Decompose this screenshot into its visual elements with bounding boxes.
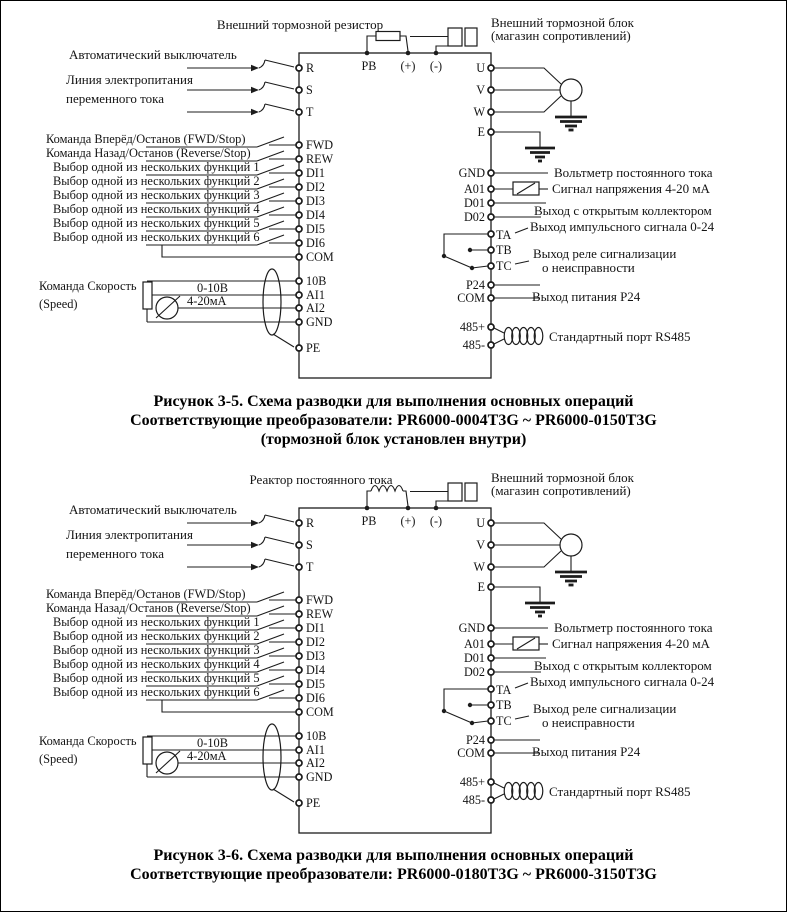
di-label: Выбор одной из нескольких функций 1 <box>53 160 260 174</box>
figure-3-5-caption <box>1 392 786 449</box>
current-range-label: 4-20мА <box>187 749 227 763</box>
voltage-signal-label: Сигнал напряжения 4-20 мА <box>552 636 710 651</box>
terminal-di3-label: DI3 <box>306 194 325 208</box>
terminal-di4-label: DI4 <box>306 208 325 222</box>
component-title: Внешний тормозной резистор <box>216 17 384 32</box>
pulse-output-label: Выход импульсного сигнала 0-24 <box>530 674 715 689</box>
di-label: Выбор одной из нескольких функций 3 <box>53 188 260 202</box>
terminal-tc-label: TC <box>496 259 512 273</box>
terminal-di3-label: DI3 <box>306 649 325 663</box>
terminal-minus-label: (-) <box>429 514 443 528</box>
terminal-tb-label: TB <box>496 698 512 712</box>
open-collector-label: Выход с открытым коллектором <box>534 203 712 218</box>
terminal-d02-label: D02 <box>464 665 485 679</box>
speed-label: Команда Скорость <box>39 279 137 293</box>
terminal-gnd-out-label: GND <box>458 166 485 180</box>
motor-symbol <box>560 534 582 556</box>
braking-unit-block <box>448 28 462 46</box>
rs485-label: Стандартный порт RS485 <box>549 784 691 799</box>
pulse-output-label: Выход импульсного сигнала 0-24 <box>530 219 715 234</box>
di-label: Выбор одной из нескольких функций 2 <box>53 629 260 643</box>
ac-line-label: переменного тока <box>66 546 165 561</box>
ac-line-label: Линия электропитания <box>66 527 193 542</box>
ac-line-label: переменного тока <box>66 91 165 106</box>
power-input-circuit <box>187 60 294 115</box>
terminal-e-label: E <box>477 125 485 139</box>
terminal-gnd-label: GND <box>306 315 333 329</box>
terminal-tc-label: TC <box>496 714 512 728</box>
braking-resistor-symbol <box>376 32 400 41</box>
p24-output-label: Выход питания P24 <box>532 744 641 759</box>
terminal-p24-label: P24 <box>466 278 485 292</box>
terminal-v-label: V <box>476 538 485 552</box>
terminal-r-label: R <box>306 61 315 75</box>
terminal-t-label: T <box>306 105 314 119</box>
braking-unit-block <box>465 28 477 46</box>
terminal-gnd-label: GND <box>306 770 333 784</box>
terminal-minus-label: (-) <box>429 59 443 73</box>
terminal-plus-label: (+) <box>400 514 416 528</box>
di-label: Команда Назад/Останов (Reverse/Stop) <box>46 601 251 615</box>
di-label: Команда Вперёд/Останов (FWD/Stop) <box>46 587 246 601</box>
voltmeter-label: Вольтметр постоянного тока <box>554 165 713 180</box>
voltage-range-label: 0-10В <box>197 281 228 295</box>
terminal-di5-label: DI5 <box>306 677 325 691</box>
terminal-gnd-out-label: GND <box>458 621 485 635</box>
terminal-ai2-label: AI2 <box>306 756 325 770</box>
terminal-d01-label: D01 <box>464 651 485 665</box>
rs485-label: Стандартный порт RS485 <box>549 329 691 344</box>
open-collector-label: Выход с открытым коллектором <box>534 658 712 673</box>
brake-block-title: (магазин сопротивлений) <box>491 483 631 498</box>
voltage-signal-label: Сигнал напряжения 4-20 мА <box>552 181 710 196</box>
terminal-pb-label: PB <box>361 59 377 73</box>
speed-label: (Speed) <box>39 752 78 766</box>
breaker-label: Автоматический выключатель <box>69 502 237 517</box>
terminal-di2-label: DI2 <box>306 180 325 194</box>
terminal-com-out-label: COM <box>457 291 485 305</box>
terminal-s-label: S <box>306 83 313 97</box>
terminal-t-label: T <box>306 560 314 574</box>
di-label: Команда Вперёд/Останов (FWD/Stop) <box>46 132 246 146</box>
caption-line: Соответствующие преобразователи: PR6000-0004T3G ~ PR6000-0150T3G <box>130 412 657 429</box>
terminal-e-label: E <box>477 580 485 594</box>
caption-line: (тормозной блок установлен внутри) <box>260 431 527 448</box>
di-label: Выбор одной из нескольких функций 4 <box>53 657 260 671</box>
caption-line: Рисунок 3-6. Схема разводки для выполнения основных операций <box>153 847 634 864</box>
brake-block-title: Внешний тормозной блок <box>491 15 634 30</box>
terminal-plus-label: (+) <box>400 59 416 73</box>
terminal-di5-label: DI5 <box>306 222 325 236</box>
terminal-10b-label: 10B <box>306 729 327 743</box>
voltage-range-label: 0-10В <box>197 736 228 750</box>
motor-circuit <box>494 68 587 161</box>
terminal-a01-label: A01 <box>464 182 485 196</box>
terminal-u-label: U <box>476 61 485 75</box>
terminal-ai2-label: AI2 <box>306 301 325 315</box>
di-label: Выбор одной из нескольких функций 6 <box>53 230 260 244</box>
di-label: Выбор одной из нескольких функций 6 <box>53 685 260 699</box>
di-label: Выбор одной из нескольких функций 3 <box>53 643 260 657</box>
figure-3-6-caption <box>1 846 786 884</box>
shield-symbol <box>263 724 281 790</box>
braking-unit-block <box>465 483 477 501</box>
terminal-com-out-label: COM <box>457 746 485 760</box>
terminal-fwd-label: FWD <box>306 593 334 607</box>
terminal-w-label: W <box>473 105 485 119</box>
terminal-r-label: R <box>306 516 315 530</box>
terminal-s-label: S <box>306 538 313 552</box>
potentiometer-symbol <box>143 282 152 309</box>
caption-line: Рисунок 3-5. Схема разводки для выполнения основных операций <box>153 393 634 410</box>
terminal-com-label: COM <box>306 250 334 264</box>
terminal-di6-label: DI6 <box>306 691 325 705</box>
voltmeter-label: Вольтметр постоянного тока <box>554 620 713 635</box>
terminal-ai1-label: AI1 <box>306 288 325 302</box>
potentiometer-symbol <box>143 737 152 764</box>
terminal-u-label: U <box>476 516 485 530</box>
di-label: Выбор одной из нескольких функций 5 <box>53 216 260 230</box>
terminal-485m-label: 485- <box>462 793 485 807</box>
terminal-485p-label: 485+ <box>459 320 485 334</box>
terminal-d01-label: D01 <box>464 196 485 210</box>
terminal-rew-label: REW <box>306 152 334 166</box>
terminal-di1-label: DI1 <box>306 166 325 180</box>
terminal-485m-label: 485- <box>462 338 485 352</box>
power-input-circuit <box>187 515 294 570</box>
relay-output-label: о неисправности <box>542 715 635 730</box>
di-label: Команда Назад/Останов (Reverse/Stop) <box>46 146 251 160</box>
current-range-label: 4-20мА <box>187 294 227 308</box>
terminal-di4-label: DI4 <box>306 663 325 677</box>
dc-reactor-circuit <box>365 483 477 510</box>
terminal-ta-label: TA <box>496 683 512 697</box>
terminal-d02-label: D02 <box>464 210 485 224</box>
figure-3-6-diagram <box>1 460 787 838</box>
di-label: Выбор одной из нескольких функций 1 <box>53 615 260 629</box>
ac-line-label: Линия электропитания <box>66 72 193 87</box>
speed-label: Команда Скорость <box>39 734 137 748</box>
relay-output-label: Выход реле сигнализации <box>533 246 677 261</box>
shield-symbol <box>263 269 281 335</box>
terminal-tb-label: TB <box>496 243 512 257</box>
terminal-10b-label: 10B <box>306 274 327 288</box>
relay-output-label: Выход реле сигнализации <box>533 701 677 716</box>
p24-output-label: Выход питания P24 <box>532 289 641 304</box>
terminal-ai1-label: AI1 <box>306 743 325 757</box>
figure-3-5-diagram <box>1 5 787 383</box>
terminal-a01-label: A01 <box>464 637 485 651</box>
terminal-rew-label: REW <box>306 607 334 621</box>
di-label: Выбор одной из нескольких функций 2 <box>53 174 260 188</box>
terminal-pe-label: PE <box>306 796 321 810</box>
braking-resistor-circuit <box>365 28 477 55</box>
terminal-com-label: COM <box>306 705 334 719</box>
di-label: Выбор одной из нескольких функций 5 <box>53 671 260 685</box>
terminal-di2-label: DI2 <box>306 635 325 649</box>
terminal-di6-label: DI6 <box>306 236 325 250</box>
terminal-v-label: V <box>476 83 485 97</box>
braking-unit-block <box>448 483 462 501</box>
terminal-fwd-label: FWD <box>306 138 334 152</box>
caption-line: Соответствующие преобразователи: PR6000-0180T3G ~ PR6000-3150T3G <box>130 866 657 883</box>
motor-symbol <box>560 79 582 101</box>
terminal-di1-label: DI1 <box>306 621 325 635</box>
terminal-pb-label: PB <box>361 514 377 528</box>
breaker-label: Автоматический выключатель <box>69 47 237 62</box>
relay-output-label: о неисправности <box>542 260 635 275</box>
terminal-485p-label: 485+ <box>459 775 485 789</box>
terminal-p24-label: P24 <box>466 733 485 747</box>
brake-block-title: (магазин сопротивлений) <box>491 28 631 43</box>
component-title: Реактор постоянного тока <box>249 472 393 487</box>
motor-circuit <box>494 523 587 616</box>
brake-block-title: Внешний тормозной блок <box>491 470 634 485</box>
di-label: Выбор одной из нескольких функций 4 <box>53 202 260 216</box>
terminal-w-label: W <box>473 560 485 574</box>
terminal-ta-label: TA <box>496 228 512 242</box>
terminal-pe-label: PE <box>306 341 321 355</box>
speed-label: (Speed) <box>39 297 78 311</box>
